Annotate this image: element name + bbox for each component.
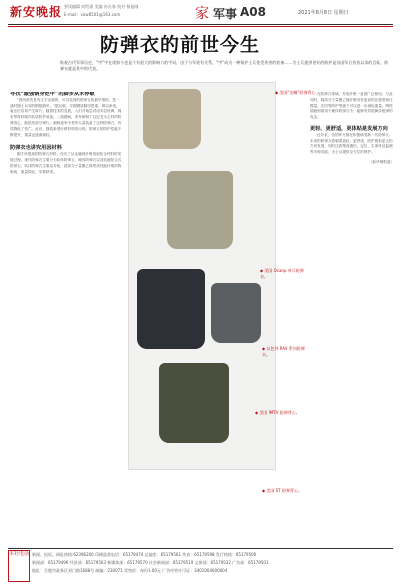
left-column-text: “我所说的是有文字记载的，可以见到的防弹衣的最早雏形，是一战时期士兵穿的钢板胸甲。”据记载，早期钢质胸甲很重，难以承受，射击后容易产生碎片。随着技术的发展，人们开始尝试用多层丝绸、棉布等材料制作软质防护装备。二战期间，美军研制了以尼龙为主材的防弹背心，能抵挡部分弹片。朝鲜战争中美军大量装备了这种防弹衣，有效降低了伤亡。此后，随着新型纤维材料的出现，防弹衣的防护性能不断提升，重量也逐渐减轻。 [10,97,122,137]
right-column [310,92,394,542]
caption-2: ◆ 美国 Ocanp 单兵防弹衣。 [260,268,304,279]
vest-image-3 [137,269,205,349]
section-prefix: 家 [195,6,209,22]
body-armor-photo [128,82,276,470]
footer-line-1: 新闻、投诉、网址热线:62396200 印刷监督电话：65179474 总编室：65179561 传真：65179598 发行热线：65179500 [32,552,257,557]
vest-image-1 [143,89,201,149]
editor-credits: 要读编辑 何绍嘉 美编 孙长春 校对 杨祖刚 [64,4,139,9]
section-heading-3: 更轻、更舒适，更体贴是发展方向 [310,125,388,132]
header-rule-accent [8,26,393,27]
header-rule [8,24,393,25]
right-column-text-2: 近年来，各国军方都在积极研发新一代防弹衣。未来的防弹衣将朝着更轻、更舒适、防护面积更大的方向发展，同时还将集成通信、定位、生命体征监测等多种功能，为士兵提供全方位的保护。 [310,132,393,155]
page-number: A08 [240,5,266,19]
section-heading-1: 寻找“最强钢身铠甲”的脚步从未停歇 [10,92,95,97]
left-column [10,92,122,542]
left-column-text-2: 刚才所提到的防弹衣材料，经历了从金属到纤维再到复合材料的发展过程。现代防弹衣主要分为软体防弹衣、硬体防弹衣以及软硬复合式防弹衣。软体防弹衣主要由芳纶、超高分子量聚乙烯等高性能纤维织物制成，重量较轻，穿着舒适。 [10,152,122,174]
source-note: （新华网报道） [368,159,394,164]
footer-line-3: 地址：合肥市政务区祁门路1688号 邮编：230071 零售价：每份1.00元 广告经营许可证：3401004000004 [32,568,228,573]
section-heading-2: 防弹衣也讲究用因材料 [10,145,62,152]
vest-image-5 [211,283,261,343]
right-column-text: 在防弹衣领域，芳纶纤维一直被广泛使用。与此同时，超高分子量聚乙烯纤维具有更高的比强度和比模量，在同等防护等级下可以进一步减轻重量。陶瓷插板则被用于硬体防弹衣中，能够有效抵御步枪弹的攻击。 [310,92,393,120]
footer-line-2: 新闻部：65179496 经济部：65179563 新媒体部：65179570 社会新闻部：65179519 文体部：65179532 广告部：65179503 [32,560,269,565]
article-title: 防弹衣的前世今生 [100,34,261,56]
vest-image-4 [159,363,229,443]
article-lead: 纵观古代军事历史，“甲”字在现如今也是个有很大的影响力的字词，由于与军装有关系，“甲”成为一种保护士兵免受伤害的装备……为士兵提供更好的防护是各国军方孜孜以求的目标，防弹衣就是其中的代表。 [60,60,389,71]
editor-email: E-mail：xaw8501@163.com [64,12,121,17]
footer-rule [8,548,393,549]
vest-image-2 [167,171,233,249]
caption-4: ◆ 美国 IMTV 防弹背心。 [255,410,300,415]
issue-date: 2021年8月8日 星期日 [298,10,349,16]
caption-5: ◆ 美国 ST 防弹背心。 [262,488,302,493]
section-name: 军事 [213,7,238,21]
caption-1: ◆ 美国“龙鳞”防弹背心 [275,90,316,95]
newspaper-logo: 新安晚报 [10,5,63,19]
footer-label-box: 本社电话 [8,550,30,582]
caption-3: ◆ 以色列 RAV 系列防弹衣。 [262,346,305,357]
